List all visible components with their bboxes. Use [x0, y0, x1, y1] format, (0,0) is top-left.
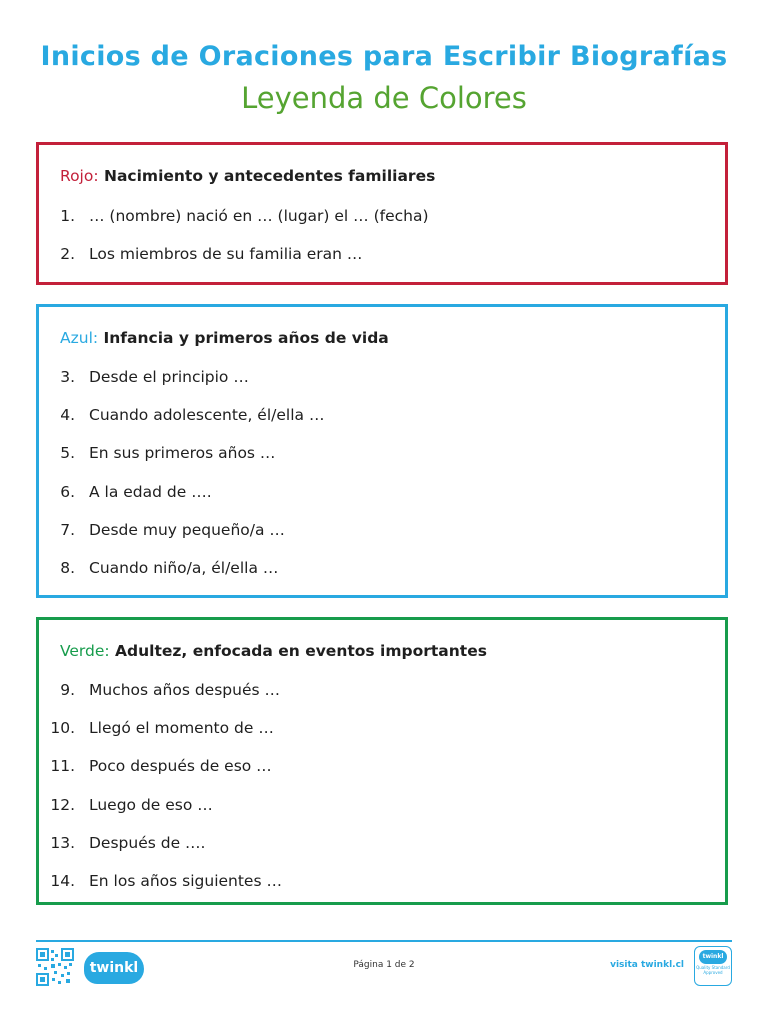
item-text: Llegó el momento de …	[89, 719, 274, 738]
item-number: 7.	[60, 520, 75, 539]
item-text: Cuando niño/a, él/ella …	[89, 558, 279, 577]
item-number: 2.	[60, 245, 75, 264]
item-number: 1.	[60, 207, 75, 225]
item-text: Desde el principio …	[89, 368, 249, 386]
list-item	[39, 680, 725, 718]
item-number: 13.	[50, 833, 75, 852]
item-number: 14.	[50, 871, 75, 890]
list-item	[39, 558, 725, 596]
item-text: En los años siguientes …	[89, 871, 282, 890]
item-text: En sus primeros años …	[89, 444, 276, 463]
section-heading	[60, 167, 435, 185]
item-text: Después de ….	[89, 833, 206, 852]
list-item	[39, 443, 725, 481]
page-subtitle: Leyenda de Colores	[241, 81, 527, 115]
footer-divider	[36, 940, 732, 942]
sentence-list	[39, 680, 725, 909]
list-item	[39, 367, 725, 405]
item-number: 9.	[60, 681, 75, 699]
list-item	[39, 206, 725, 244]
page-title: Inicios de Oraciones para Escribir Biografías	[40, 41, 728, 72]
list-item	[39, 871, 725, 909]
item-number: 3.	[60, 368, 75, 386]
quality-badge-icon	[694, 946, 732, 986]
list-item	[39, 244, 725, 282]
item-number: 12.	[50, 795, 75, 814]
item-number: 5.	[60, 444, 75, 463]
list-item	[39, 482, 725, 520]
item-text: Poco después de eso …	[89, 757, 272, 776]
item-text: … (nombre) nació en … (lugar) el … (fecha)	[89, 207, 429, 225]
sentence-list	[39, 367, 725, 596]
badge-logo: twinkl	[699, 950, 727, 964]
list-item	[39, 833, 725, 871]
visit-link[interactable]: visita twinkl.cl	[610, 960, 684, 970]
section-green	[36, 617, 728, 905]
item-number: 11.	[50, 757, 75, 776]
section-key: Azul:	[60, 329, 99, 347]
item-text: A la edad de ….	[89, 482, 212, 501]
page-number: Página 1 de 2	[353, 960, 415, 970]
list-item	[39, 795, 725, 833]
item-text: Los miembros de su familia eran …	[89, 245, 363, 264]
item-text: Desde muy pequeño/a …	[89, 520, 285, 539]
twinkl-logo[interactable]: twinkl	[84, 952, 144, 984]
item-number: 4.	[60, 406, 75, 425]
item-number: 10.	[50, 719, 75, 738]
section-title: Adultez, enfocada en eventos importantes	[115, 642, 487, 660]
item-text: Muchos años después …	[89, 681, 280, 699]
badge-text: Quality Standard Approved	[696, 965, 730, 975]
section-title: Infancia y primeros años de vida	[103, 329, 389, 347]
list-item	[39, 718, 725, 756]
list-item	[39, 520, 725, 558]
list-item	[39, 756, 725, 794]
section-key: Rojo:	[60, 167, 99, 185]
section-heading	[60, 642, 487, 660]
sentence-list	[39, 206, 725, 282]
section-blue	[36, 304, 728, 598]
section-key: Verde:	[60, 642, 110, 660]
section-title: Nacimiento y antecedentes familiares	[103, 167, 436, 185]
list-item	[39, 405, 725, 443]
item-number: 8.	[60, 558, 75, 577]
item-text: Luego de eso …	[89, 795, 213, 814]
section-heading	[60, 329, 389, 347]
section-red	[36, 142, 728, 285]
item-number: 6.	[60, 482, 75, 501]
item-text: Cuando adolescente, él/ella …	[89, 406, 325, 425]
